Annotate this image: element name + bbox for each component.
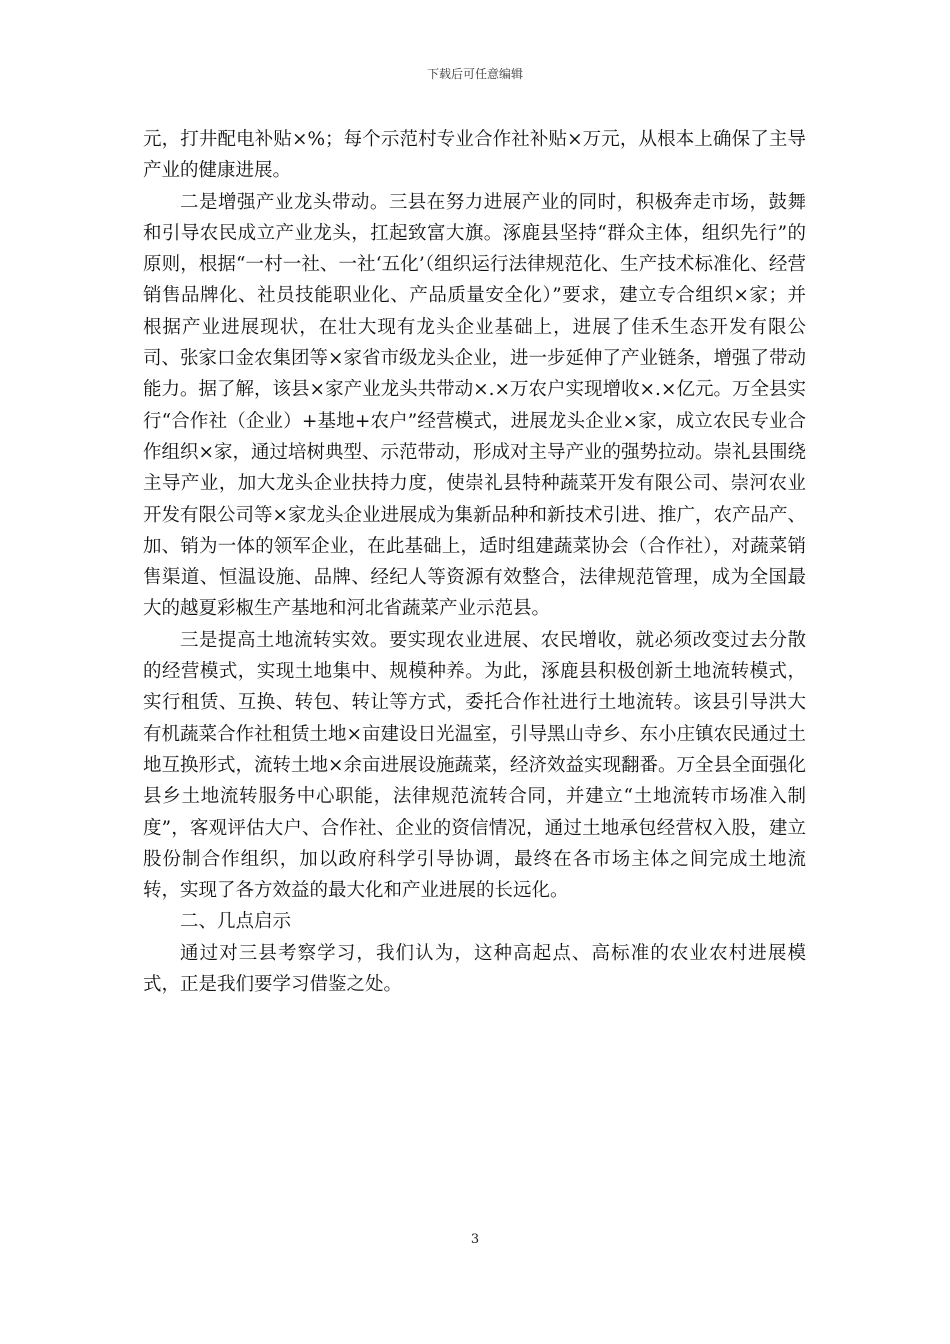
paragraph-insights-intro: 通过对三县考察学习，我们认为，这种高起点、高标准的农业农村进展模式，正是我们要学习借鉴之处。 bbox=[143, 942, 806, 996]
paragraph-leading-enterprises: 二是增强产业龙头带动。三县在努力进展产业的同时，积极奔走市场，鼓舞和引导农民成立产业龙头，扛起致富大旗。涿鹿县坚持“群众主体，组织先行”的原则，根据“一村一社、一社‘五化’（组织运行法律规范化、生产技术标准化、经营销售品牌化、社员技能职业化、产品质量安全化）”要求，建立专合组织×家；并根据产业进展现状，在壮大现有龙头企业基础上，进展了佳禾生态开发有限公司、张家口金农集团等×家省市级龙头企业，进一步延伸了产业链条，增强了带动能力。据了解，该县×家产业龙头共带动×.×万农户实现增收×.×亿元。万全县实行“合作社（企业）+基地+农户”经营模式，进展龙头企业×家，成立农民专业合作组织×家，通过培树典型、示范带动，形成对主导产业的强势拉动。崇礼县围绕主导产业，加大龙头企业扶持力度，使崇礼县特种蔬菜开发有限公司、崇河农业开发有限公司等×家龙头企业进展成为集新品种和新技术引进、推广，农产品产、加、销为一体的领军企业，在此基础上，适时组建蔬菜协会（合作社），对蔬菜销售渠道、恒温设施、品牌、经纪人等资源有效整合，法律规范管理，成为全国最大的越夏彩椒生产基地和河北省蔬菜产业示范县。 bbox=[143, 191, 807, 620]
paragraph-subsidy-continuation: 元，打井配电补贴×%；每个示范村专业合作社补贴×万元，从根本上确保了主导产业的健康进展。 bbox=[143, 129, 806, 182]
page-number: 3 bbox=[470, 1232, 480, 1247]
page-header: 下载后可任意编辑 bbox=[426, 67, 523, 81]
paragraph-land-transfer: 三是提高土地流转实效。要实现农业进展、农民增收，就必须改变过去分散的经营模式，实现土地集中、规模种养。为此，涿鹿县积极创新土地流转模式，实行租赁、互换、转包、转让等方式，委托合作社进行土地流转。该县引导洪大有机蔬菜合作社租赁土地×亩建设日光温室，引导黑山寺乡、东小庄镇农民通过土地互换形式，流转土地×余亩进展设施蔬菜，经济效益实现翻番。万全县全面强化县乡土地流转服务中心职能，法律规范流转合同，并建立“土地流转市场准入制度”，客观评估大户、合作社、企业的资信情况，通过土地承包经营权入股，建立股份制合作组织，加以政府科学引导协调，最终在各市场主体之间完成土地流转，实现了各方效益的最大化和产业进展的长远化。 bbox=[143, 629, 807, 902]
document-body bbox=[143, 124, 806, 1000]
section-heading-insights: 二、几点启示 bbox=[180, 911, 292, 933]
